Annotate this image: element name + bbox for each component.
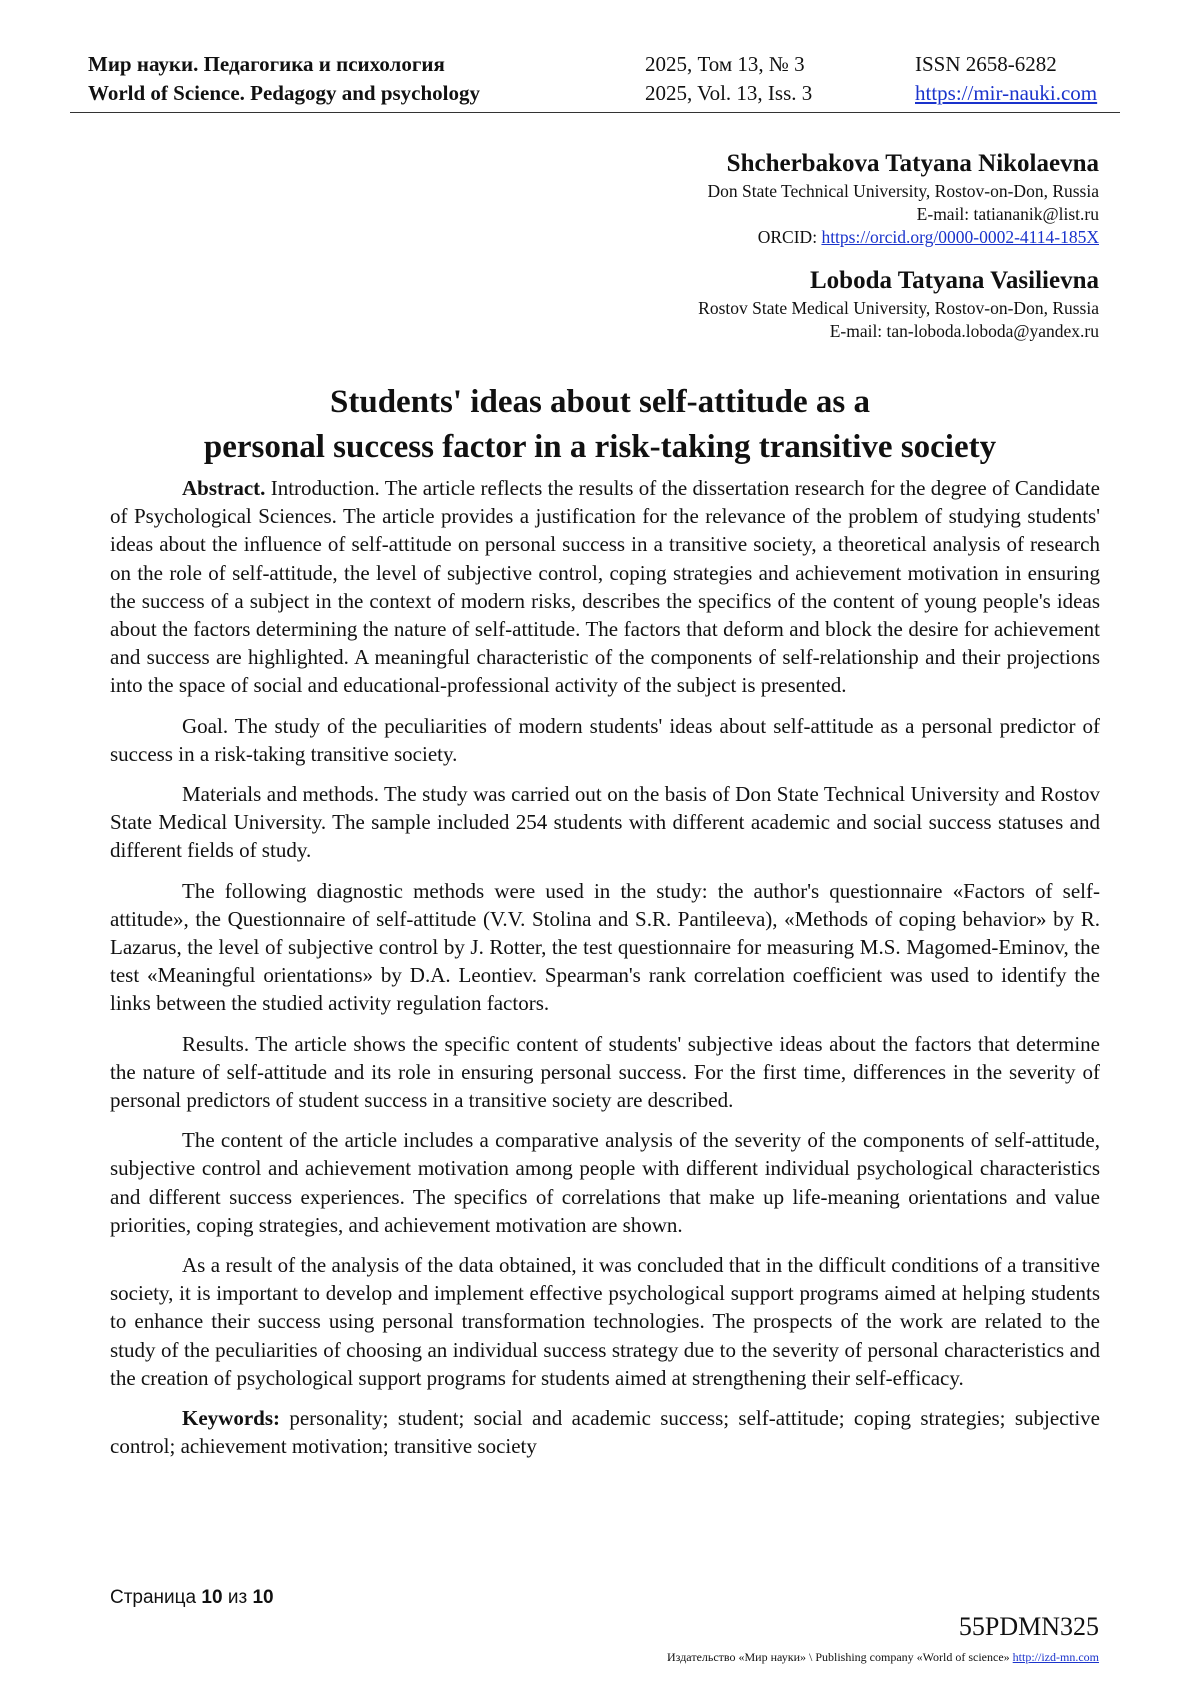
methods-paragraph: Materials and methods. The study was carried out on the basis of Don State Technical University and Rostov State Medical University. The sample included 254 students with different academic and social success statuses and different fields of study. <box>110 782 1100 863</box>
title-line-1: Students' ideas about self-attitude as a <box>330 384 870 420</box>
keywords-text: personality; student; social and academic success; self-attitude; coping strategies; subjective control; achievement motivation; transitive society <box>110 1406 1100 1459</box>
abstract-paragraph <box>110 474 1100 700</box>
author-affiliation: Rostov State Medical University, Rostov-on-Don, Russia <box>698 298 1099 318</box>
author-2 <box>698 265 1099 343</box>
publisher-text: Издательство «Мир науки» \ Publishing company «World of science» <box>667 1650 1013 1664</box>
content-paragraph: The content of the article includes a comparative analysis of the severity of the components of self-attitude, subjective control and achievement motivation among people with different individual psychological characteristics and different success experiences. The specifics of correlations that make up life-meaning orientations and value priorities, coping strategies, and achievement motivation are shown. <box>110 1128 1100 1237</box>
abstract-label: Abstract. <box>182 476 266 500</box>
author-affiliation: Don State Technical University, Rostov-on-Don, Russia <box>707 181 1099 201</box>
journal-title-ru: Мир науки. Педагогика и психология <box>88 52 445 76</box>
goal-paragraph: Goal. The study of the peculiarities of modern students' ideas about self-attitude as a personal predictor of success in a risk-taking transitive society. <box>110 713 1100 766</box>
page-of: из <box>222 1587 253 1608</box>
author-name: Shcherbakova Tatyana Nikolaevna <box>726 150 1099 177</box>
article-code: 55PDMN325 <box>958 1612 1099 1641</box>
author-email: E-mail: tan-loboda.loboda@yandex.ru <box>829 321 1099 341</box>
keywords-label: Keywords: <box>182 1406 280 1431</box>
orcid-label: ORCID: <box>757 227 822 247</box>
journal-title-block <box>88 50 480 108</box>
author-orcid <box>698 226 1099 249</box>
journal-title-en: World of Science. Pedagogy and psychology <box>88 81 481 105</box>
article-title <box>70 380 1130 470</box>
issn-block <box>915 50 1097 108</box>
results-paragraph: Results. The article shows the specific content of students' subjective ideas about the factors that determine the nature of self-attitude and its role in ensuring personal success. For the first time, differences in the severity of personal predictors of student success in a transitive society are described. <box>110 1031 1100 1113</box>
publisher-link[interactable]: http://izd-mn.com <box>1012 1650 1099 1664</box>
keywords-paragraph <box>110 1404 1100 1460</box>
journal-header <box>70 50 1120 113</box>
title-line-2: personal success factor in a risk-taking transitive society <box>203 429 997 465</box>
abstract-body <box>110 474 1100 1473</box>
issue-ru: 2025, Том 13, № 3 <box>645 52 805 76</box>
issn: ISSN 2658-6282 <box>915 52 1057 76</box>
author-email: E-mail: tatiananik@list.ru <box>916 204 1099 224</box>
page-current: 10 <box>201 1587 223 1608</box>
orcid-link[interactable]: https://orcid.org/0000-0002-4114-185X <box>821 227 1099 247</box>
page-number <box>110 1587 274 1609</box>
publisher-line <box>667 1650 1099 1665</box>
author-1 <box>698 148 1099 249</box>
issue-block <box>645 50 812 108</box>
conclusion-paragraph: As a result of the analysis of the data obtained, it was concluded that in the difficult conditions of a transitive society, it is important to develop and implement effective psychological support programs aimed at helping students to enhance their success using personal transformation technologies. The prospects of the work are related to the study of the peculiarities of choosing an individual success strategy due to the severity of personal characteristics and the creation of psychological support programs for students aimed at strengthening their self-efficacy. <box>110 1253 1100 1390</box>
author-name: Loboda Tatyana Vasilievna <box>809 267 1099 294</box>
authors-section <box>698 148 1099 343</box>
issue-en: 2025, Vol. 13, Iss. 3 <box>645 81 813 105</box>
abstract-intro-text: Introduction. The article reflects the results of the dissertation research for the degree of Candidate of Psychological Sciences. The article provides a justification for the relevance of the problem of studying students' ideas about the influence of self-attitude on personal success in a transitive society, a theoretical analysis of research on the role of self-attitude, the level of subjective control, coping strategies and achievement motivation in ensuring the success of a subject in the context of modern risks, describes the specifics of the content of young people's ideas about the factors determining the nature of self-attitude. The factors that deform and block the desire for achievement and success are highlighted. A meaningful characteristic of the components of self-relationship and their projections into the space of social and educational-professional activity of the subject is presented. <box>110 476 1100 698</box>
diagnostics-paragraph: The following diagnostic methods were used in the study: the author's questionnaire «Factors of self-attitude», the Questionnaire of self-attitude (V.V. Stolina and S.R. Pantileeva), «Methods of coping behavior» by R. Lazarus, the level of subjective control by J. Rotter, the test questionnaire for measuring M.S. Magomed-Eminov, the test «Meaningful orientations» by D.A. Leontiev. Spearman's rank correlation coefficient was used to identify the links between the studied activity regulation factors. <box>110 878 1100 1016</box>
journal-url-link[interactable]: https://mir-nauki.com <box>915 81 1098 105</box>
page-total: 10 <box>252 1587 274 1608</box>
page-word: Страница <box>110 1587 202 1608</box>
